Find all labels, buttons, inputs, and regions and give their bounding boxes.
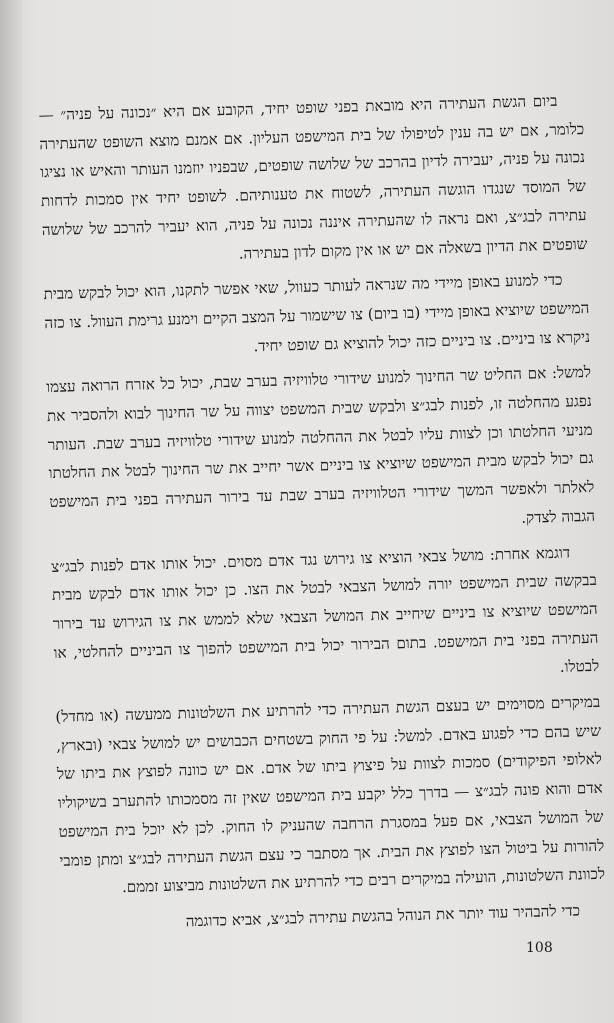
paragraph-deterrence: במיקרים מסוימים יש בעצם הגשת העתירה כדי להרתיע את השלטונות ממעשה (או מחדל) שיש בהם כדי לפגוע באדם. למשל: על פי החוק בשטחים הכבושים יש למושל צבאי (ובארץ, לאלופי הפיקודים) סמכות לצוות על פיצוץ ביתו של אדם. אם יש כוונה לפוצץ את ביתו של אדם והוא פונה לבג״צ — בדרך כלל יקבע בית המישפט שאין זה מסמכותו להתערב בשיקוליו של המושל הצבאי, אם פעל במסגרת הרחבה שהעניק לו החוק. לכן לא יוכל בית המישפט להורות על ביטול הצו לפוצץ את הבית. אך מסתבר כי עצם הגשת העתירה לבג״צ ומתן פומבי לכוונת השלטונות, הועילה במיקרים רבים כדי להרתיע את השלטונות מביצוע זממם. [55, 692, 606, 897]
page-body [38, 86, 606, 941]
paragraph-example-military-governor: דוגמא אחרת: מושל צבאי הוציא צו גירוש נגד אדם מסוים. יכול אותו אדם לפנות לבג״צ בבקשה שבית המישפט יורה למושל הצבאי לבטל את הצו. כן יכול אותו אדם לבקש מבית המישפט שיוציא צו ביניים שיחייב את המושל הצבאי שלא לממש את צו הגירוש עד בירור העתירה בפני בית המישפט. בתום הבירור יכול בית המישפט להפוך צו הביניים להחלטי, או לבטלו. [50, 543, 600, 677]
paragraph-supreme-court-hearing: ביום הגשת העתירה היא מובאת בפני שופט יחיד, הקובע אם היא ״נכונה על פניה״ — כלומר, אם יש בה ענין לטיפולו של בית המישפט העליון. אם אמנם מוצא השופט שהעתירה נכונה על פניה, יעבירה לדיון בהרכב של שלושה שופטים, שבפניו יוזמנו העותר והאיש או נציגו של המוסד שנגדו הוגשה העתירה, לשטוח את טענותיהם. לשופט יחיד אין סמכות לדחות עתירה לבג״צ, ואם נראה לו שהעתירה איננה נכונה על פניה, הוא יעביר להרכב של שלושה שופטים את הדיון בשאלה אם יש או אין מקום לדון בעתירה. [38, 91, 588, 263]
page-number: 108 [526, 940, 553, 956]
book-spine-shadow [0, 0, 22, 1023]
paragraph-example-education-minister: למשל: אם החליט שר החינוך למנוע שידורי טלוויזיה בערב שבת, יכול כל אזרח הרואה עצמו נפגע מהחלטה זו, לפנות לבג״צ ולבקש שבית המשפט יצווה על שר החינוך לבוא ולהסביר את מניעי החלטתו וכן לצוות עליו לבטל את ההחלטה למנוע שידורי טלוויזיה בערב שבת. העותר גם יכול לבקש מבית המישפט שיוציא צו ביניים אשר יחייב את שר החינוך לבטל את החלטתו לאלתר ולאפשר המשך שידורי הטלוויזיה בערב שבת עד בירור העתירה בפני בית המישפט הגבוה לצדק. [45, 363, 596, 527]
paragraph-interim-order: כדי למנוע באופן מיידי מה שנראה לעותר כעוול, שאי אפשר לתקנו, הוא יכול לבקש מבית המישפט שיוציא באופן מיידי (בו ביום) צו שישמור על המצב הקיים וימנע גרימת העוול. צו כזה ניקרא צו ביניים. צו ביניים כזה יכול להוציא גם שופט יחיד. [43, 270, 591, 355]
paragraph-procedure-example: כדי להבהיר עוד יותר את הנוהל בהגשת עתירה לבג״צ, אביא כדוגמה [185, 901, 581, 931]
